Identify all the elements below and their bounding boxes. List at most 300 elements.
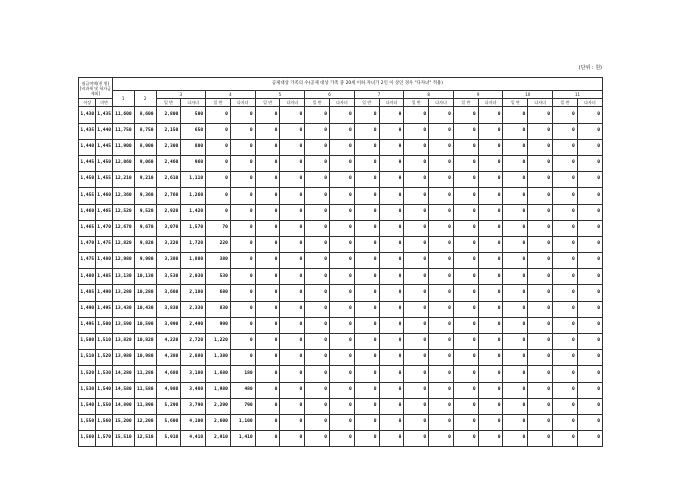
tax-amount-cell: 1,880 [181, 253, 206, 269]
tax-amount-cell: 4,980 [156, 382, 181, 398]
tax-amount-cell: 0 [553, 269, 578, 285]
tax-amount-cell: 0 [404, 398, 429, 414]
tax-amount-cell: 0 [305, 366, 330, 382]
table-row [79, 398, 603, 414]
tax-amount-cell: 530 [206, 269, 231, 285]
tax-amount-cell: 11,580 [134, 382, 156, 398]
tax-amount-cell: 0 [503, 301, 528, 317]
income-under-cell: 1,460 [96, 188, 112, 204]
tax-amount-cell: 0 [404, 139, 429, 155]
tax-amount-cell: 0 [528, 301, 553, 317]
general-header: 일 반 [503, 99, 528, 107]
tax-amount-cell: 0 [280, 350, 305, 366]
tax-amount-cell: 0 [255, 188, 280, 204]
tax-amount-cell: 0 [429, 334, 454, 350]
multi-child-header: 다자녀 [478, 99, 503, 107]
tax-amount-cell: 0 [255, 236, 280, 252]
tax-amount-cell: 0 [453, 334, 478, 350]
family-count-title: 공제대상 가족의 수(공제 대상 가족 중 20세 이하 자녀가 2인 이 상인 경우 "다자녀" 적용) [112, 78, 602, 91]
tax-amount-cell: 3,790 [181, 398, 206, 414]
tax-amount-cell: 0 [280, 366, 305, 382]
tax-amount-cell: 0 [429, 253, 454, 269]
tax-amount-cell: 0 [305, 172, 330, 188]
tax-amount-cell: 0 [503, 123, 528, 139]
tax-amount-cell: 0 [453, 301, 478, 317]
tax-amount-cell: 0 [230, 155, 255, 171]
tax-amount-cell: 0 [453, 269, 478, 285]
tax-amount-cell: 0 [429, 269, 454, 285]
tax-amount-cell: 0 [230, 317, 255, 333]
tax-amount-cell: 0 [453, 366, 478, 382]
tax-amount-cell: 4,100 [181, 414, 206, 430]
tax-amount-cell: 0 [478, 431, 503, 447]
income-under-cell: 1,495 [96, 301, 112, 317]
income-under-cell: 1,560 [96, 414, 112, 430]
tax-amount-cell: 0 [354, 139, 379, 155]
tax-amount-cell: 1,410 [230, 431, 255, 447]
tax-amount-cell: 0 [230, 350, 255, 366]
tax-amount-cell: 0 [255, 107, 280, 123]
tax-amount-cell: 0 [404, 253, 429, 269]
tax-amount-cell: 0 [577, 220, 602, 236]
tax-amount-cell: 0 [280, 107, 305, 123]
tax-amount-cell: 0 [429, 107, 454, 123]
tax-amount-cell: 1,220 [206, 334, 231, 350]
general-header: 일 반 [354, 99, 379, 107]
tax-amount-cell: 0 [255, 269, 280, 285]
tax-amount-cell: 0 [255, 220, 280, 236]
tax-amount-cell: 0 [280, 220, 305, 236]
tax-amount-cell: 2,180 [181, 285, 206, 301]
tax-amount-cell: 0 [354, 301, 379, 317]
tax-amount-cell: 0 [404, 414, 429, 430]
tax-amount-cell: 4,380 [156, 350, 181, 366]
tax-amount-cell: 180 [230, 366, 255, 382]
family-count-6: 6 [305, 91, 355, 99]
tax-amount-cell: 2,330 [181, 301, 206, 317]
tax-amount-cell: 0 [404, 366, 429, 382]
tax-amount-cell: 0 [305, 317, 330, 333]
tax-amount-cell: 0 [404, 220, 429, 236]
tax-amount-cell: 14,280 [112, 366, 134, 382]
tax-amount-cell: 0 [553, 123, 578, 139]
income-over-cell: 1,550 [79, 414, 96, 430]
tax-amount-cell: 0 [379, 334, 404, 350]
tax-amount-cell: 0 [503, 334, 528, 350]
tax-amount-cell: 0 [404, 382, 429, 398]
tax-amount-cell: 0 [577, 172, 602, 188]
tax-amount-cell: 220 [206, 236, 231, 252]
table-row [79, 204, 603, 220]
tax-amount-cell: 0 [305, 155, 330, 171]
tax-amount-cell: 2,800 [156, 107, 181, 123]
tax-amount-cell: 0 [503, 253, 528, 269]
income-under-cell: 1,480 [96, 253, 112, 269]
tax-amount-cell: 0 [255, 350, 280, 366]
tax-amount-cell: 0 [330, 317, 355, 333]
tax-amount-cell: 0 [404, 269, 429, 285]
tax-amount-cell: 0 [404, 431, 429, 447]
tax-amount-cell: 0 [503, 204, 528, 220]
tax-amount-cell: 0 [503, 350, 528, 366]
tax-amount-cell: 0 [305, 236, 330, 252]
tax-amount-cell: 0 [553, 301, 578, 317]
tax-amount-cell: 0 [354, 382, 379, 398]
tax-amount-cell: 3,380 [156, 253, 181, 269]
tax-amount-cell: 1,380 [206, 350, 231, 366]
tax-amount-cell: 0 [453, 431, 478, 447]
tax-amount-cell: 1,570 [181, 220, 206, 236]
tax-amount-cell: 11,890 [134, 398, 156, 414]
tax-amount-cell: 480 [230, 382, 255, 398]
tax-amount-cell: 0 [478, 155, 503, 171]
tax-amount-cell: 0 [206, 172, 231, 188]
table-row [79, 139, 603, 155]
tax-amount-cell: 13,430 [112, 301, 134, 317]
tax-amount-cell: 830 [206, 301, 231, 317]
tax-amount-cell: 0 [354, 236, 379, 252]
income-over-cell: 1,450 [79, 172, 96, 188]
income-over-cell: 1,485 [79, 285, 96, 301]
tax-amount-cell: 0 [553, 236, 578, 252]
tax-amount-cell: 0 [404, 350, 429, 366]
multi-child-header: 다자녀 [379, 99, 404, 107]
tax-amount-cell: 0 [354, 123, 379, 139]
income-over-cell: 1,460 [79, 204, 96, 220]
tax-amount-cell: 0 [528, 334, 553, 350]
tax-amount-cell: 0 [280, 253, 305, 269]
table-row [79, 317, 603, 333]
tax-amount-cell: 0 [429, 123, 454, 139]
tax-amount-cell: 960 [181, 155, 206, 171]
tax-amount-cell: 0 [478, 188, 503, 204]
tax-amount-cell: 0 [528, 155, 553, 171]
tax-amount-cell: 0 [330, 285, 355, 301]
tax-amount-cell: 0 [330, 301, 355, 317]
tax-amount-cell: 0 [206, 107, 231, 123]
tax-amount-cell: 0 [354, 317, 379, 333]
tax-amount-cell: 0 [404, 301, 429, 317]
table-row [79, 220, 603, 236]
tax-amount-cell: 0 [528, 123, 553, 139]
tax-amount-cell: 0 [478, 285, 503, 301]
table-row [79, 269, 603, 285]
tax-amount-cell: 0 [478, 269, 503, 285]
table-row [79, 382, 603, 398]
table-row [79, 366, 603, 382]
tax-amount-cell: 12,980 [112, 253, 134, 269]
income-under-cell: 1,475 [96, 236, 112, 252]
tax-amount-cell: 0 [478, 204, 503, 220]
income-over-cell: 1,490 [79, 301, 96, 317]
tax-amount-cell: 0 [330, 236, 355, 252]
tax-amount-cell: 12,820 [112, 236, 134, 252]
tax-amount-cell: 0 [553, 398, 578, 414]
tax-amount-cell: 0 [354, 107, 379, 123]
tax-amount-cell: 0 [255, 366, 280, 382]
tax-amount-cell: 500 [181, 107, 206, 123]
tax-amount-cell: 0 [280, 204, 305, 220]
tax-amount-cell: 0 [206, 188, 231, 204]
tax-amount-cell: 0 [577, 139, 602, 155]
tax-amount-cell: 12,060 [112, 155, 134, 171]
income-over-cell: 1,470 [79, 236, 96, 252]
tax-amount-cell: 0 [478, 107, 503, 123]
tax-amount-cell: 0 [230, 107, 255, 123]
table-row [79, 236, 603, 252]
tax-amount-cell: 0 [255, 301, 280, 317]
table-row [79, 414, 603, 430]
tax-amount-cell: 10,820 [134, 334, 156, 350]
table-row [79, 188, 603, 204]
tax-amount-cell: 0 [503, 139, 528, 155]
tax-amount-cell: 0 [255, 414, 280, 430]
tax-amount-cell: 0 [404, 188, 429, 204]
tax-amount-cell: 0 [503, 398, 528, 414]
tax-amount-cell: 0 [330, 188, 355, 204]
tax-amount-cell: 0 [280, 188, 305, 204]
tax-amount-cell: 800 [181, 139, 206, 155]
tax-amount-cell: 2,460 [156, 155, 181, 171]
tax-amount-cell: 0 [280, 123, 305, 139]
family-count-2: 2 [134, 91, 156, 107]
tax-amount-cell: 0 [379, 301, 404, 317]
general-header: 일 반 [404, 99, 429, 107]
tax-amount-cell: 0 [330, 414, 355, 430]
tax-amount-cell: 0 [230, 285, 255, 301]
tax-amount-cell: 0 [553, 188, 578, 204]
tax-amount-cell: 0 [280, 236, 305, 252]
tax-amount-cell: 14,580 [112, 382, 134, 398]
tax-amount-cell: 0 [280, 269, 305, 285]
tax-amount-cell: 10,130 [134, 269, 156, 285]
tax-amount-cell: 0 [478, 253, 503, 269]
tax-amount-cell: 0 [577, 382, 602, 398]
tax-amount-cell: 0 [478, 366, 503, 382]
family-count-7: 7 [354, 91, 404, 99]
tax-amount-cell: 0 [280, 398, 305, 414]
tax-amount-cell: 9,520 [134, 204, 156, 220]
tax-amount-cell: 11,280 [134, 366, 156, 382]
tax-amount-cell: 0 [478, 301, 503, 317]
multi-child-header: 다자녀 [280, 99, 305, 107]
income-over-cell: 1,540 [79, 398, 96, 414]
tax-amount-cell: 0 [429, 155, 454, 171]
tax-amount-cell: 0 [553, 220, 578, 236]
tax-amount-cell: 0 [280, 317, 305, 333]
tax-amount-cell: 14,890 [112, 398, 134, 414]
tax-amount-cell: 0 [577, 204, 602, 220]
tax-amount-cell: 0 [206, 204, 231, 220]
income-over-cell: 1,430 [79, 107, 96, 123]
tax-amount-cell: 0 [577, 253, 602, 269]
tax-amount-cell: 0 [429, 172, 454, 188]
tax-amount-cell: 0 [379, 269, 404, 285]
tax-amount-cell: 0 [330, 123, 355, 139]
tax-amount-cell: 0 [230, 188, 255, 204]
tax-amount-cell: 0 [577, 236, 602, 252]
tax-amount-cell: 0 [305, 285, 330, 301]
tax-amount-cell: 5,290 [156, 398, 181, 414]
tax-amount-cell: 1,100 [230, 414, 255, 430]
tax-amount-cell: 0 [404, 236, 429, 252]
tax-amount-cell: 790 [230, 398, 255, 414]
tax-amount-cell: 0 [379, 253, 404, 269]
income-over-cell: 1,480 [79, 269, 96, 285]
tax-amount-cell: 0 [379, 188, 404, 204]
tax-amount-cell: 13,280 [112, 285, 134, 301]
tax-amount-cell: 0 [255, 253, 280, 269]
tax-amount-cell: 0 [255, 155, 280, 171]
tax-amount-cell: 0 [478, 350, 503, 366]
tax-amount-cell: 0 [255, 334, 280, 350]
income-under-cell: 1,500 [96, 317, 112, 333]
tax-amount-cell: 0 [503, 431, 528, 447]
tax-amount-cell: 0 [379, 317, 404, 333]
tax-amount-cell: 2,300 [156, 139, 181, 155]
tax-amount-cell: 0 [503, 269, 528, 285]
tax-amount-cell: 2,610 [156, 172, 181, 188]
tax-amount-cell: 990 [206, 317, 231, 333]
tax-amount-cell: 9,670 [134, 220, 156, 236]
tax-amount-cell: 0 [280, 172, 305, 188]
tax-amount-cell: 0 [305, 382, 330, 398]
tax-amount-cell: 0 [577, 107, 602, 123]
tax-amount-cell: 0 [528, 204, 553, 220]
tax-amount-cell: 0 [429, 382, 454, 398]
tax-amount-cell: 12,210 [112, 172, 134, 188]
tax-amount-cell: 3,990 [156, 317, 181, 333]
tax-amount-cell: 9,210 [134, 172, 156, 188]
tax-amount-cell: 0 [230, 139, 255, 155]
tax-amount-cell: 0 [553, 172, 578, 188]
multi-child-header: 다자녀 [330, 99, 355, 107]
income-over-cell: 1,500 [79, 334, 96, 350]
tax-amount-cell: 2,720 [181, 334, 206, 350]
tax-amount-cell: 0 [478, 382, 503, 398]
tax-amount-cell: 0 [379, 236, 404, 252]
tax-amount-cell: 5,910 [156, 431, 181, 447]
tax-amount-cell: 0 [503, 107, 528, 123]
tax-amount-cell: 0 [503, 414, 528, 430]
multi-child-header: 다자녀 [230, 99, 255, 107]
tax-amount-cell: 9,980 [134, 253, 156, 269]
tax-amount-cell: 0 [577, 123, 602, 139]
tax-amount-cell: 0 [478, 172, 503, 188]
tax-amount-cell: 0 [379, 431, 404, 447]
income-under-cell: 1,450 [96, 155, 112, 171]
tax-amount-cell: 2,490 [181, 317, 206, 333]
tax-amount-cell: 0 [305, 334, 330, 350]
income-under-cell: 1,485 [96, 269, 112, 285]
tax-amount-cell: 0 [478, 236, 503, 252]
tax-amount-cell: 0 [429, 350, 454, 366]
tax-amount-cell: 1,110 [181, 172, 206, 188]
income-under-cell: 1,465 [96, 204, 112, 220]
income-header: 월급여액(천 원)[비과세 및 학자금 제외] [79, 78, 113, 99]
tax-amount-cell: 1,980 [206, 382, 231, 398]
income-over-cell: 1,475 [79, 253, 96, 269]
tax-amount-cell: 2,150 [156, 123, 181, 139]
tax-amount-cell: 0 [528, 236, 553, 252]
tax-amount-cell: 0 [379, 366, 404, 382]
tax-amount-cell: 0 [528, 414, 553, 430]
tax-amount-cell: 0 [280, 431, 305, 447]
tax-amount-cell: 0 [230, 123, 255, 139]
general-header: 일 반 [206, 99, 231, 107]
tax-amount-cell: 0 [379, 382, 404, 398]
tax-amount-cell: 0 [429, 414, 454, 430]
tax-amount-cell: 9,360 [134, 188, 156, 204]
tax-amount-cell: 0 [305, 301, 330, 317]
tax-amount-cell: 0 [305, 107, 330, 123]
tax-amount-cell: 0 [453, 220, 478, 236]
income-over-cell: 1,455 [79, 188, 96, 204]
tax-amount-cell: 0 [453, 398, 478, 414]
tax-amount-cell: 0 [528, 220, 553, 236]
tax-amount-cell: 0 [230, 220, 255, 236]
family-count-11: 11 [553, 91, 603, 99]
tax-amount-cell: 0 [528, 253, 553, 269]
income-over-cell: 1,520 [79, 366, 96, 382]
tax-amount-cell: 0 [528, 172, 553, 188]
tax-amount-cell: 10,280 [134, 285, 156, 301]
tax-amount-cell: 0 [453, 236, 478, 252]
tax-amount-cell: 0 [553, 350, 578, 366]
tax-amount-cell: 3,680 [156, 285, 181, 301]
tax-amount-cell: 0 [553, 414, 578, 430]
income-under-cell: 1,490 [96, 285, 112, 301]
tax-amount-cell: 0 [478, 398, 503, 414]
tax-amount-cell: 680 [206, 285, 231, 301]
tax-amount-cell: 0 [330, 431, 355, 447]
tax-amount-cell: 0 [577, 366, 602, 382]
tax-amount-cell: 0 [503, 172, 528, 188]
tax-amount-cell: 0 [503, 382, 528, 398]
tax-amount-cell: 0 [305, 269, 330, 285]
tax-amount-cell: 0 [528, 431, 553, 447]
table-row [79, 253, 603, 269]
general-header: 일 반 [553, 99, 578, 107]
tax-amount-cell: 0 [379, 414, 404, 430]
tax-amount-cell: 0 [577, 317, 602, 333]
tax-amount-cell: 0 [280, 301, 305, 317]
tax-amount-cell: 13,590 [112, 317, 134, 333]
tax-amount-cell: 0 [230, 301, 255, 317]
tax-amount-cell: 0 [478, 317, 503, 333]
tax-amount-cell: 0 [305, 253, 330, 269]
tax-amount-cell: 0 [404, 155, 429, 171]
income-over-cell: 1,530 [79, 382, 96, 398]
tax-amount-cell: 3,530 [156, 269, 181, 285]
tax-amount-cell: 11,900 [112, 139, 134, 155]
tax-amount-cell: 3,180 [181, 366, 206, 382]
tax-amount-cell: 0 [255, 204, 280, 220]
tax-amount-cell: 13,130 [112, 269, 134, 285]
income-over-cell: 1,435 [79, 123, 96, 139]
tax-amount-cell: 0 [330, 366, 355, 382]
income-over-cell: 1,440 [79, 139, 96, 155]
tax-amount-cell: 0 [503, 220, 528, 236]
tax-amount-cell: 10,430 [134, 301, 156, 317]
tax-amount-cell: 0 [429, 236, 454, 252]
income-under-cell: 1,550 [96, 398, 112, 414]
tax-amount-cell: 0 [206, 155, 231, 171]
multi-child-header: 다자녀 [577, 99, 602, 107]
tax-amount-cell: 0 [453, 414, 478, 430]
tax-amount-cell: 5,600 [156, 414, 181, 430]
tax-amount-cell: 0 [553, 366, 578, 382]
